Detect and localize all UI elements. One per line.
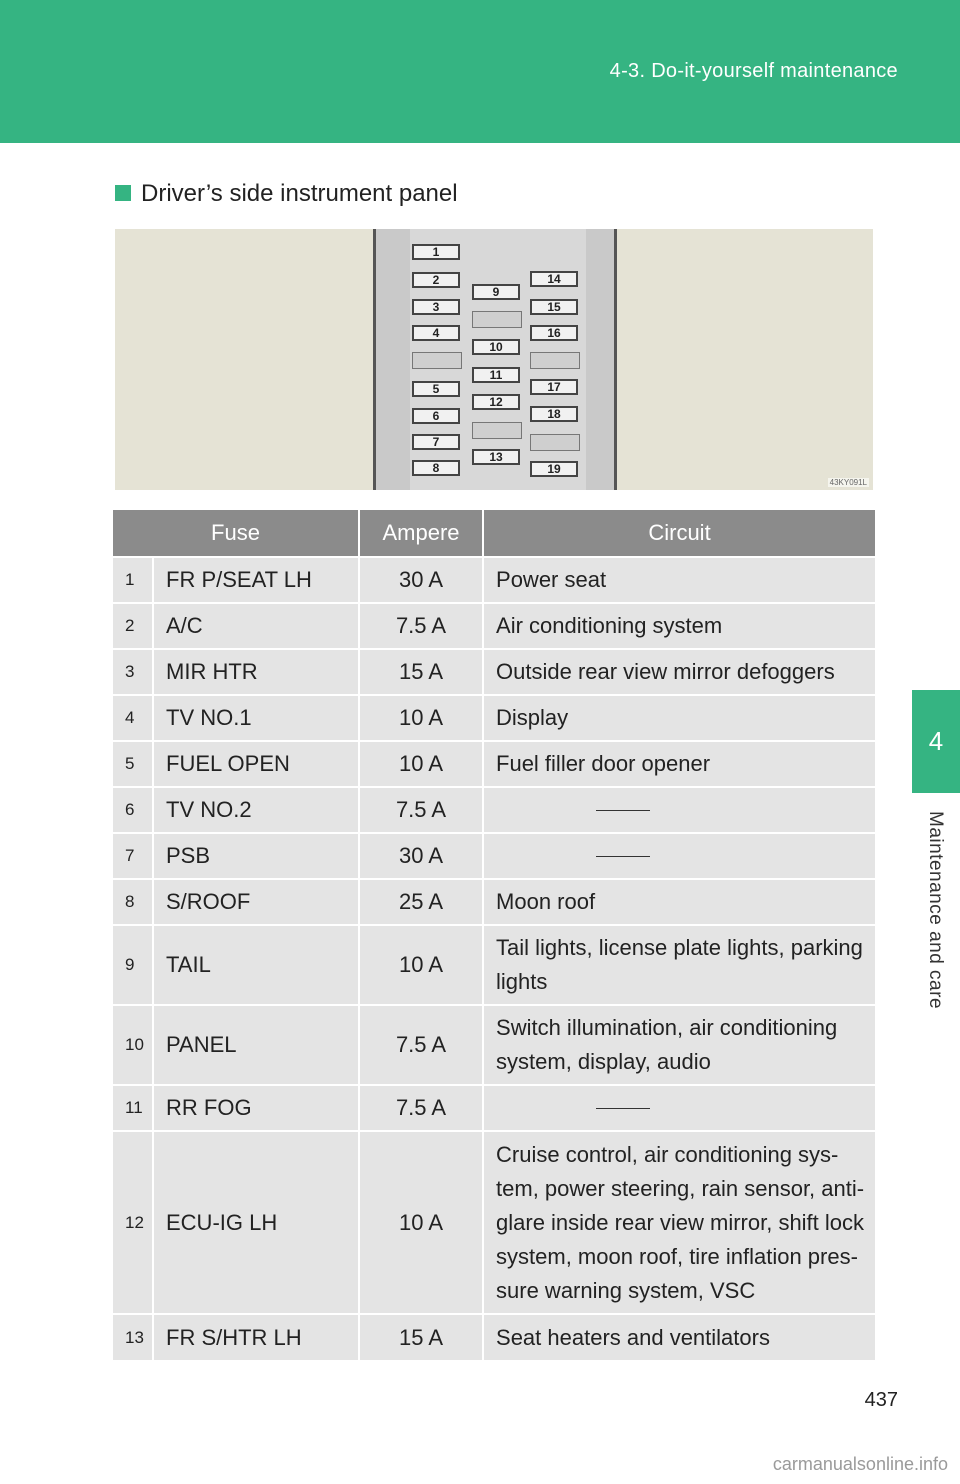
fuse-circuit (483, 833, 875, 879)
circuit-line: system, moon roof, tire inflation pres- (496, 1243, 858, 1269)
fuse-name: TV NO.2 (153, 787, 359, 833)
fuse-name: PANEL (153, 1005, 359, 1085)
fuse-circuit (483, 695, 875, 741)
fuse-slot: 16 (530, 325, 578, 341)
fuse-slot: 18 (530, 406, 578, 422)
header-circuit: Circuit (483, 510, 875, 557)
circuit-line: Cruise control, air conditioning sys- (496, 1141, 839, 1167)
fuse-box-figure (115, 229, 873, 490)
fuse-slot: 9 (472, 284, 520, 300)
fuse-slot: 6 (412, 408, 460, 424)
table-row (113, 833, 875, 879)
fuse-ampere: 10 A (359, 695, 483, 741)
fuse-circuit (483, 649, 875, 695)
circuit-line: tem, power steering, rain sensor, anti- (496, 1175, 865, 1201)
fuse-number: 5 (113, 741, 153, 787)
no-circuit-dash (596, 1108, 650, 1109)
fuse-slot: 14 (530, 271, 578, 287)
fuse-circuit (483, 925, 875, 1005)
fuse-slot: 7 (412, 434, 460, 450)
fuse-circuit (483, 603, 875, 649)
fuse-number: 2 (113, 603, 153, 649)
section-title: Driver’s side instrument panel (141, 180, 458, 207)
empty-fuse-slot (472, 422, 522, 439)
fuse-ampere: 10 A (359, 1131, 483, 1314)
fuse-number: 7 (113, 833, 153, 879)
fuse-slot: 10 (472, 339, 520, 355)
circuit-line: system, display, audio (496, 1049, 711, 1074)
fuse-name: TV NO.1 (153, 695, 359, 741)
fuse-ampere: 30 A (359, 833, 483, 879)
page-number: 437 (864, 1389, 898, 1411)
header-ampere: Ampere (359, 510, 483, 557)
empty-fuse-slot (472, 311, 522, 328)
fuse-slot: 4 (412, 325, 460, 341)
table-row (113, 741, 875, 787)
fuse-name: A/C (153, 603, 359, 649)
chapter-number: 4 (928, 726, 944, 756)
fuse-name: PSB (153, 833, 359, 879)
fuse-ampere: 30 A (359, 557, 483, 603)
table-row (113, 649, 875, 695)
fuse-name: FUEL OPEN (153, 741, 359, 787)
table-row (113, 1314, 875, 1360)
square-bullet-icon (115, 185, 131, 201)
empty-fuse-slot (530, 434, 580, 451)
fuse-ampere: 7.5 A (359, 603, 483, 649)
chapter-tab (912, 690, 960, 793)
fuse-number: 4 (113, 695, 153, 741)
circuit-line: Display (496, 705, 569, 730)
fuse-table-body (113, 557, 875, 1360)
fuse-name: MIR HTR (153, 649, 359, 695)
fuse-ampere: 25 A (359, 879, 483, 925)
fuse-number: 10 (113, 1005, 153, 1085)
header-fuse: Fuse (113, 510, 359, 557)
fuse-number: 11 (113, 1085, 153, 1131)
fuse-circuit (483, 1005, 875, 1085)
fuse-circuit (483, 787, 875, 833)
fuse-panel (373, 229, 617, 490)
fuse-name: ECU-IG LH (153, 1131, 359, 1314)
fuse-slot: 1 (412, 244, 460, 260)
circuit-line: glare inside rear view mirror, shift lock (496, 1209, 865, 1235)
table-row (113, 879, 875, 925)
section-heading (115, 180, 458, 208)
fuse-slot: 17 (530, 379, 578, 395)
table-row (113, 557, 875, 603)
chapter-title: 4-3. Do-it-yourself maintenance (609, 60, 898, 82)
fuse-slot: 12 (472, 394, 520, 410)
empty-fuse-slot (530, 352, 580, 369)
fuse-ampere: 7.5 A (359, 787, 483, 833)
fuse-table (113, 510, 875, 1360)
fuse-slot: 15 (530, 299, 578, 315)
fuse-number: 13 (113, 1314, 153, 1360)
watermark: carmanualsonline.info (772, 1454, 948, 1474)
table-row (113, 787, 875, 833)
page-header (0, 0, 960, 143)
fuse-circuit (483, 1085, 875, 1131)
no-circuit-dash (596, 810, 650, 811)
circuit-line: Tail lights, license plate lights, parking (496, 935, 863, 960)
table-row (113, 695, 875, 741)
table-row (113, 1085, 875, 1131)
fuse-number: 3 (113, 649, 153, 695)
fuse-slot: 2 (412, 272, 460, 288)
fuse-ampere: 10 A (359, 925, 483, 1005)
fuse-slot: 5 (412, 381, 460, 397)
fuse-slot: 11 (472, 367, 520, 383)
fuse-number: 12 (113, 1131, 153, 1314)
table-row (113, 603, 875, 649)
fuse-name: TAIL (153, 925, 359, 1005)
circuit-line: lights (496, 969, 548, 994)
fuse-ampere: 10 A (359, 741, 483, 787)
table-row (113, 1131, 875, 1314)
circuit-line: Seat heaters and ventilators (496, 1324, 770, 1350)
circuit-line: Moon roof (496, 889, 596, 914)
fuse-circuit (483, 557, 875, 603)
fuse-slot: 8 (412, 460, 460, 476)
circuit-line: Air conditioning system (496, 613, 723, 638)
table-row (113, 925, 875, 1005)
fuse-circuit (483, 1131, 875, 1314)
fuse-slot: 19 (530, 461, 578, 477)
fuse-ampere: 7.5 A (359, 1085, 483, 1131)
figure-code: 43KY091L (829, 478, 867, 487)
empty-fuse-slot (412, 352, 462, 369)
fuse-slot: 3 (412, 299, 460, 315)
fuse-circuit (483, 1314, 875, 1360)
fuse-circuit (483, 879, 875, 925)
circuit-line: sure warning system, VSC (496, 1277, 756, 1303)
circuit-line: Outside rear view mirror defoggers (496, 659, 835, 684)
fuse-ampere: 7.5 A (359, 1005, 483, 1085)
circuit-line: Switch illumination, air conditioning (496, 1015, 838, 1040)
chapter-side-label: Maintenance and care (925, 810, 946, 1010)
fuse-number: 1 (113, 557, 153, 603)
no-circuit-dash (596, 856, 650, 857)
fuse-number: 6 (113, 787, 153, 833)
fuse-name: RR FOG (153, 1085, 359, 1131)
fuse-ampere: 15 A (359, 649, 483, 695)
fuse-number: 9 (113, 925, 153, 1005)
fuse-number: 8 (113, 879, 153, 925)
fuse-panel-inner (410, 229, 586, 490)
circuit-line: Fuel filler door opener (496, 751, 711, 776)
fuse-name: S/ROOF (153, 879, 359, 925)
fuse-name: FR P/SEAT LH (153, 557, 359, 603)
table-row (113, 1005, 875, 1085)
fuse-ampere: 15 A (359, 1314, 483, 1360)
fuse-slot: 13 (472, 449, 520, 465)
table-header-row (113, 510, 875, 557)
fuse-name: FR S/HTR LH (153, 1314, 359, 1360)
fuse-circuit (483, 741, 875, 787)
circuit-line: Power seat (496, 567, 607, 592)
